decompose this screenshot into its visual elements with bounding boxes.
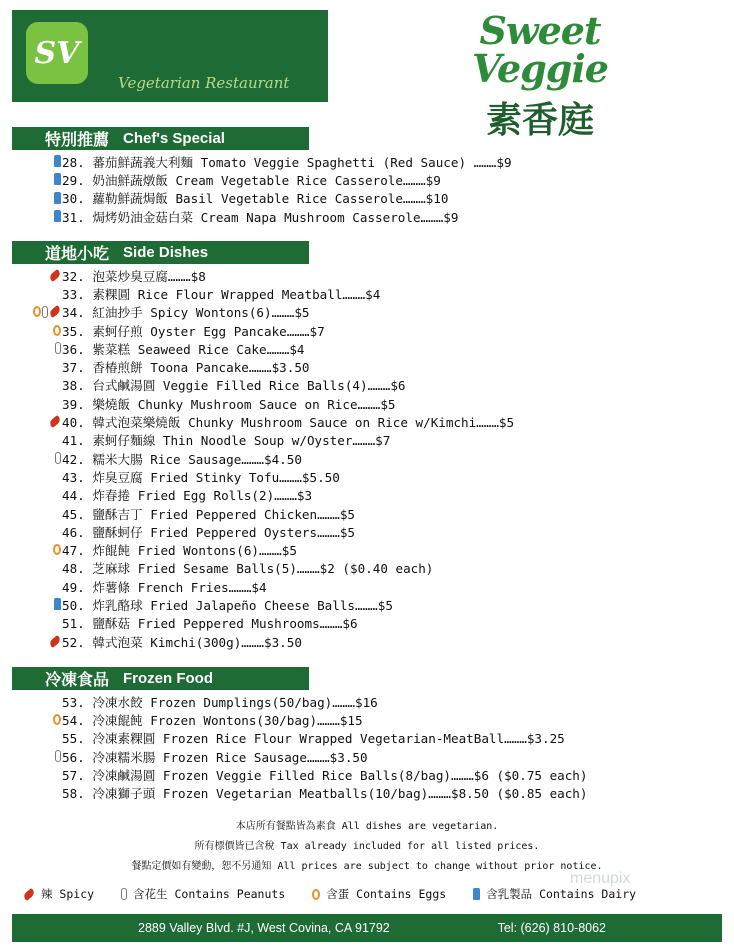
milk-icon	[54, 192, 61, 204]
dietary-icons	[0, 541, 62, 559]
egg-icon	[312, 889, 320, 900]
menu-item-text: 56. 冷凍糯米腸 Frozen Rice Sausage………$3.50	[62, 749, 368, 765]
menu-item	[0, 729, 720, 747]
section-title-en: Frozen Food	[123, 670, 214, 687]
menu-item-text: 53. 冷凍水餃 Frozen Dumplings(50/bag)………$16	[62, 694, 378, 710]
restaurant-subtitle: Vegetarian Restaurant	[118, 74, 290, 92]
egg-icon	[33, 306, 41, 317]
menu-item-text: 54. 冷凍餛飩 Frozen Wontons(30/bag)………$15	[62, 712, 363, 728]
menu-item-text: 47. 炸餛飩 Fried Wontons(6)………$5	[62, 543, 297, 559]
note-tax: 所有標價皆已含稅 Tax already included for all listed prices.	[194, 841, 540, 852]
legend-label: 含蛋 Contains Eggs	[326, 887, 447, 901]
menu-item-text: 55. 冷凍素粿圓 Frozen Rice Flour Wrapped Vegetarian-MeatBall………$3.25	[62, 731, 565, 747]
dietary-icons	[0, 170, 62, 188]
dietary-icons	[0, 376, 62, 394]
menu-item-text: 57. 冷凍鹹湯圓 Frozen Veggie Filled Rice Balls(8/bag)………$6 ($0.75 each)	[62, 767, 588, 783]
menu-item-text: 35. 素蚵仔煎 Oyster Egg Pancake………$7	[62, 323, 325, 339]
brand-name: Sweet Veggie	[472, 8, 608, 91]
menu-item	[0, 577, 720, 595]
menu-item-text: 31. 焗烤奶油金菇白菜 Cream Napa Mushroom Casserole………$9	[62, 209, 459, 225]
menu-item-text: 30. 蘿勒鮮蔬焗飯 Basil Vegetable Rice Casserole………$10	[62, 191, 449, 207]
dietary-icons	[0, 207, 62, 225]
menu-item	[0, 412, 720, 430]
menu-item-text: 52. 韓式泡菜 Kimchi(300g)………$3.50	[62, 634, 302, 650]
menu-item	[0, 189, 720, 207]
brand-chinese-name: 素香庭	[485, 99, 594, 141]
menu-item	[0, 207, 720, 225]
watermark: menupix	[570, 870, 631, 887]
dietary-icons	[0, 504, 62, 522]
notes	[0, 817, 734, 877]
dietary-icons	[0, 431, 62, 449]
menu-item	[0, 710, 720, 728]
milk-icon	[473, 888, 480, 900]
menu-item	[0, 449, 720, 467]
dietary-icons	[0, 467, 62, 485]
menu-item	[0, 747, 720, 765]
dietary-icons	[0, 765, 62, 783]
dietary-icons	[0, 358, 62, 376]
section-title-cn: 道地小吃	[45, 246, 110, 263]
menu-item	[0, 266, 720, 284]
dietary-icons	[0, 449, 62, 467]
dietary-icons	[0, 710, 62, 728]
menu-item-text: 36. 紫菜糕 Seaweed Rice Cake………$4	[62, 341, 305, 357]
dietary-icons	[0, 729, 62, 747]
menu-item	[0, 357, 720, 375]
egg-icon	[53, 714, 61, 725]
menu-item	[0, 559, 720, 577]
menu-item-text: 34. 紅油抄手 Spicy Wontons(6)………$5	[62, 305, 310, 321]
menu-item-text: 45. 鹽酥吉丁 Fried Peppered Chicken………$5	[62, 506, 356, 522]
menu-item	[0, 486, 720, 504]
menu-item	[0, 376, 720, 394]
chili-icon	[48, 305, 62, 318]
dietary-icons	[0, 692, 62, 710]
section-title-cn: 冷凍食品	[45, 672, 110, 689]
menu-list-frozen-food	[0, 692, 720, 802]
chili-icon	[48, 415, 62, 428]
legend-label: 辣 Spicy	[41, 887, 95, 901]
menu-list-side-dishes	[0, 266, 720, 650]
brand-block	[410, 8, 670, 143]
menu-item	[0, 321, 720, 339]
menu-item-text: 29. 奶油鮮蔬燉飯 Cream Vegetable Rice Casserole………$9	[62, 172, 441, 188]
menu-item	[0, 284, 720, 302]
dietary-icons	[0, 266, 62, 284]
menu-item-text: 46. 鹽酥蚵仔 Fried Peppered Oysters………$5	[62, 524, 356, 540]
dietary-icons	[0, 577, 62, 595]
menu-item-text: 37. 香椿煎餅 Toona Pancake………$3.50	[62, 360, 310, 376]
section-header-frozen-food	[12, 667, 309, 690]
legend-eggs	[311, 886, 446, 902]
milk-icon	[54, 210, 61, 222]
egg-icon	[53, 544, 61, 555]
menu-item	[0, 540, 720, 558]
dietary-icons	[0, 284, 62, 302]
peanut-icon	[55, 452, 61, 464]
menu-item-text: 48. 芝麻球 Fried Sesame Balls(5)………$2 ($0.40 each)	[62, 561, 434, 577]
menu-item	[0, 339, 720, 357]
peanut-icon	[42, 306, 48, 318]
menu-item-text: 58. 冷凍獅子頭 Frozen Vegetarian Meatballs(10/bag)………$8.50 ($0.85 each)	[62, 786, 588, 802]
menu-item-text: 38. 台式鹹湯圓 Veggie Filled Rice Balls(4)………$6	[62, 378, 406, 394]
menu-item	[0, 303, 720, 321]
menu-item	[0, 632, 720, 650]
legend-label: 含花生 Contains Peanuts	[133, 887, 286, 901]
legend-dairy	[472, 886, 636, 902]
menu-item	[0, 394, 720, 412]
dietary-icons	[0, 522, 62, 540]
dietary-icons	[0, 303, 62, 321]
menu-item	[0, 692, 720, 710]
footer	[12, 914, 722, 942]
note-vegetarian: 本店所有餐點皆為素食 All dishes are vegetarian.	[235, 821, 499, 832]
dietary-icons	[0, 486, 62, 504]
legend-spicy	[22, 886, 94, 902]
section-header-side-dishes	[12, 241, 309, 264]
menu-item-text: 43. 炸臭豆腐 Fried Stinky Tofu………$5.50	[62, 469, 340, 485]
menu-item-text: 32. 泡菜炒臭豆腐………$8	[62, 268, 206, 284]
menu-item	[0, 765, 720, 783]
dietary-icons	[0, 321, 62, 339]
menu-item-text: 28. 蕃茄鮮蔬義大利麵 Tomato Veggie Spaghetti (Red Sauce) ………$9	[62, 154, 512, 170]
milk-icon	[54, 173, 61, 185]
chili-icon	[48, 269, 62, 282]
peanut-icon	[121, 888, 127, 900]
menu-item-text: 39. 樂燒飯 Chunky Mushroom Sauce on Rice………$5	[62, 396, 396, 412]
menu-item	[0, 467, 720, 485]
note-prices: 餐點定價如有變動，恕不另通知 All prices are subject to change without prior notice.	[131, 861, 603, 872]
menu-item-text: 41. 素蚵仔麵線 Thin Noodle Soup w/Oyster………$7	[62, 433, 391, 449]
menu-item-text: 44. 炸春捲 Fried Egg Rolls(2)………$3	[62, 488, 313, 504]
dietary-icons	[0, 189, 62, 207]
menu-item-text: 51. 鹽酥菇 Fried Peppered Mushrooms………$6	[62, 616, 358, 632]
dietary-icons	[0, 747, 62, 765]
menu-item	[0, 522, 720, 540]
address: 2889 Valley Blvd. #J, West Covina, CA 91792	[138, 921, 390, 935]
dietary-icons	[0, 559, 62, 577]
menu-item-text: 49. 炸薯條 French Fries………$4	[62, 579, 267, 595]
menu-item-text: 40. 韓式泡菜樂燒飯 Chunky Mushroom Sauce on Rice w/Kimchi………$5	[62, 415, 515, 431]
menu-item	[0, 614, 720, 632]
chili-icon	[48, 635, 62, 648]
dietary-icons	[0, 413, 62, 431]
peanut-icon	[55, 342, 61, 354]
menu-list-chefs-special	[0, 152, 720, 225]
section-title-en: Chef's Special	[123, 130, 225, 147]
phone-number: Tel: (626) 810-8062	[497, 921, 606, 935]
menu-item-text: 50. 炸乳酪球 Fried Jalapeño Cheese Balls………$5	[62, 598, 393, 613]
dietary-icons	[0, 152, 62, 170]
egg-icon	[53, 325, 61, 336]
menu-item	[0, 783, 720, 801]
chili-icon	[22, 887, 36, 900]
legend-peanuts	[120, 886, 285, 902]
icon-legend	[22, 886, 722, 902]
menu-item	[0, 170, 720, 188]
section-header-chefs-special	[12, 127, 309, 150]
dietary-icons	[0, 614, 62, 632]
peanut-icon	[55, 750, 61, 762]
dietary-icons	[0, 339, 62, 357]
dietary-icons	[0, 632, 62, 650]
section-title-en: Side Dishes	[123, 244, 209, 261]
menu-item	[0, 431, 720, 449]
menu-item-text: 33. 素粿圓 Rice Flour Wrapped Meatball………$4	[62, 286, 381, 302]
sv-logo	[26, 22, 88, 84]
dietary-icons	[0, 394, 62, 412]
dietary-icons	[0, 784, 62, 802]
milk-icon	[54, 598, 61, 610]
menu-item	[0, 152, 720, 170]
menu-item	[0, 504, 720, 522]
logo-text: SV	[34, 35, 80, 71]
menu-item	[0, 595, 720, 613]
menu-item-text: 42. 糯米大腸 Rice Sausage………$4.50	[62, 451, 302, 467]
section-title-cn: 特別推薦	[45, 132, 110, 149]
milk-icon	[54, 155, 61, 167]
legend-label: 含乳製品 Contains Dairy	[486, 887, 637, 901]
dietary-icons	[0, 595, 62, 613]
